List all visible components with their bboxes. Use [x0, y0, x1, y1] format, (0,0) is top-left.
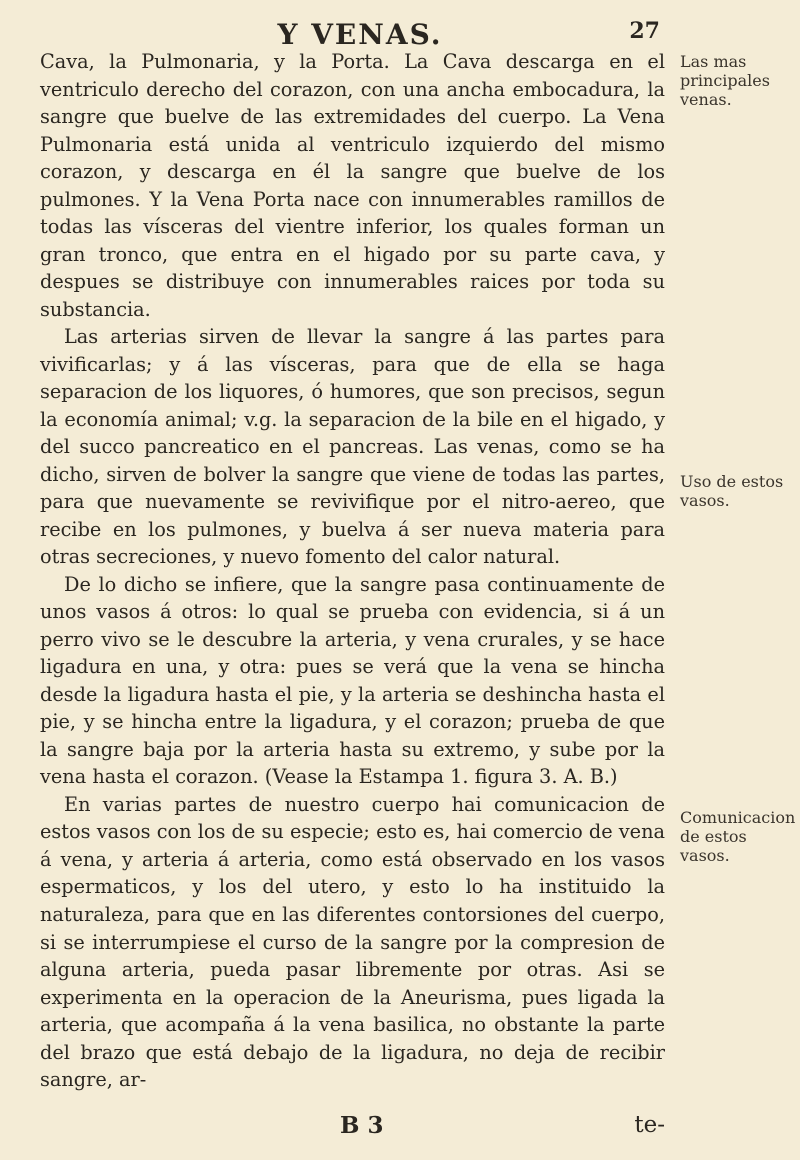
paragraph: En varias partes de nuestro cuerpo hai comunicacion de estos vasos con los de su especie; esto es, hai comercio de vena á vena, y arteria á arteria, como está observado en los vasos espermaticos, y los del utero, y esto lo ha instituido la naturaleza, para que en las diferentes contorsiones del cuerpo, si se interrumpiese el curso de la sangre por la compresion de alguna arteria, pueda pasar libremente por otras. Asi se experimenta en la operacion de la Aneurisma, pues ligada la arteria, que acompaña á la vena basilica, no obstante la parte del brazo que está debajo de la ligadura, no deja de recibir sangre, ar- — [40, 792, 665, 1092]
running-title: Y VENAS. — [277, 18, 443, 51]
marginal-note: Las mas principales venas. — [680, 52, 770, 109]
page-number: 27 — [629, 18, 660, 44]
page-footer — [40, 1112, 665, 1146]
paragraph: Cava, la Pulmonaria, y la Porta. La Cava descarga en el ventriculo derecho del corazon, con una ancha embocadura, la sangre que buelve de las extremidades del cuerpo. La Vena Pulmonaria está unida al ventriculo izquierdo del mismo corazon, y descarga en él la sangre que buelve de los pulmones. Y la Vena Porta nace con innumerables ramillos de todas las vísceras del vientre inferior, los quales forman un gran tronco, que entra en el higado por su parte cava, y despues se distribuye con innumerables raices por toda su substancia. — [40, 50, 665, 321]
catchword: te- — [634, 1112, 665, 1138]
page-header — [60, 18, 660, 52]
marginal-note: Uso de estos vasos. — [680, 472, 784, 510]
body-text — [40, 48, 665, 1094]
paragraph: De lo dicho se infiere, que la sangre pasa continuamente de unos vasos á otros: lo qual se prueba con evidencia, si á un perro vivo se le descubre la arteria, y vena crurales, y se hace ligadura en una, y otra: pues se verá que la vena se hincha desde la ligadura hasta el pie, y la arteria se deshincha hasta el pie, y se hincha entre la ligadura, y el corazon; prueba de que la sangre baja por la arteria hasta su extremo, y sube por la vena hasta el corazon. (Vease la Estampa 1. figura 3. A. B.) — [40, 572, 665, 789]
signature-mark: B 3 — [340, 1112, 384, 1139]
marginal-note: Comunicacion de estos vasos. — [680, 808, 796, 865]
paragraph: Las arterias sirven de llevar la sangre á las partes para vivificarlas; y á las vísceras, para que de ella se haga separacion de los liquores, ó humores, que son precisos, segun la economía animal; v.g. la separacion de la bile en el higado, y del succo pancreatico en el pancreas. Las venas, como se ha dicho, sirven de bolver la sangre que viene de todas las partes, para que nuevamente se revivifique por el nitro-aereo, que recibe en los pulmones, y buelva á ser nueva materia para otras secreciones, y nuevo fomento del calor natural. — [40, 325, 665, 569]
